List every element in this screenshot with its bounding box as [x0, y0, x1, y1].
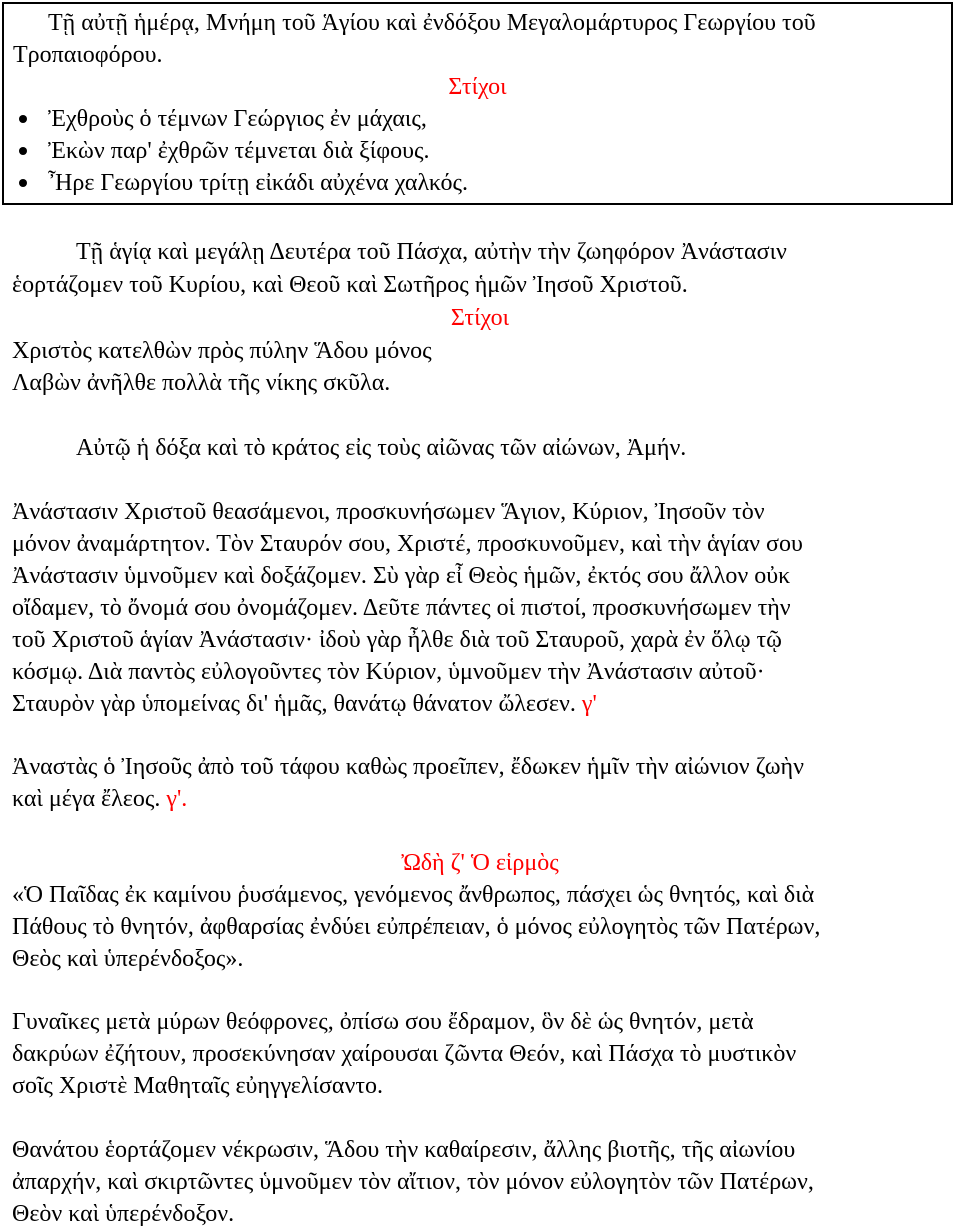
verse-text: Ἦρε Γεωργίου τρίτῃ εἰκάδι αὐχένα χαλκός.: [48, 170, 468, 196]
paragraph-line: Θανάτου ἑορτάζομεν νέκρωσιν, Ἅδου τὴν καθαίρεσιν, ἄλλης βιοτῆς, τῆς αἰωνίου: [12, 1137, 796, 1163]
repeat-marker: γ': [581, 691, 597, 717]
paragraph-line: Ἀνάστασιν Χριστοῦ θεασάμενοι, προσκυνήσωμεν Ἅγιον, Κύριον, Ἰησοῦν τὸν: [12, 499, 765, 525]
paragraph-text: καὶ μέγα ἔλεος.: [12, 786, 161, 812]
paragraph-line: οἴδαμεν, τὸ ὄνομά σου ὀνομάζομεν. Δεῦτε πάντες οἱ πιστοί, προσκυνήσωμεν τὴν: [12, 595, 791, 621]
repeat-marker: γ'.: [166, 786, 188, 812]
troparion-1: [12, 1006, 947, 1102]
commemoration-line-1: Τῇ αὐτῇ ἡμέρᾳ, Μνήμη τοῦ Ἁγίου καὶ ἐνδόξου Μεγαλομάρτυρος Γεωργίου τοῦ: [48, 10, 816, 36]
verse-text: Ἐκὼν παρ' ἐχθρῶν τέμνεται διὰ ξίφους.: [48, 138, 430, 164]
anastas-paragraph: [12, 751, 947, 815]
bullet-icon: [19, 179, 27, 187]
bullet-icon: [19, 147, 27, 155]
paragraph-line: σοῖς Χριστὲ Μαθηταῖς εὐηγγελίσαντο.: [12, 1073, 383, 1099]
synaxarion-verse-1: Χριστὸς κατελθὼν πρὸς πύλην Ἅδου μόνος: [12, 338, 432, 364]
paragraph-line: ἀπαρχήν, καὶ σκιρτῶντες ὑμνοῦμεν τὸν αἴτιον, τὸν μόνον εὐλογητὸν τῶν Πατέρων,: [12, 1169, 814, 1195]
commemoration-box: [2, 2, 953, 205]
list-item: [4, 167, 468, 199]
paragraph-line: κόσμῳ. Διὰ παντὸς εὐλογοῦντες τὸν Κύριον, ὑμνοῦμεν τὴν Ἀνάστασιν αὐτοῦ·: [12, 659, 765, 685]
paragraph-line: Ἀναστὰς ὁ Ἰησοῦς ἀπὸ τοῦ τάφου καθὼς προεῖπεν, ἔδωκεν ἡμῖν τὴν αἰώνιον ζωὴν: [12, 754, 804, 780]
paragraph-line-last: [12, 688, 947, 720]
anastasin-paragraph: [12, 496, 947, 720]
list-item: [4, 135, 468, 167]
paragraph-line: δακρύων ἐζήτουν, προσεκύνησαν χαίρουσαι ζῶντα Θεόν, καὶ Πάσχα τὸ μυστικὸν: [12, 1041, 797, 1067]
bullet-icon: [19, 115, 27, 123]
synaxarion-line-1: Τῇ ἁγίᾳ καὶ μεγάλῃ Δευτέρα τοῦ Πάσχα, αὐτὴν τὴν ζωηφόρον Ἀνάστασιν: [76, 239, 787, 265]
commemoration-line-2: Τροπαιοφόρου.: [13, 42, 163, 68]
commemoration-verse-list: [4, 103, 468, 199]
paragraph-line: Πάθους τὸ θνητόν, ἀφθαρσίας ἐνδύει εὐπρέπειαν, ὁ μόνος εὐλογητὸς τῶν Πατέρων,: [12, 914, 821, 940]
paragraph-line: Θεὸν καὶ ὑπερένδοξον.: [12, 1201, 235, 1227]
stichoi-heading-2: Στίχοι: [450, 305, 510, 331]
ode-heading: Ὠδὴ ζ' Ὁ εἱρμὸς: [401, 850, 559, 876]
paragraph-line: Γυναῖκες μετὰ μύρων θεόφρονες, ὀπίσω σου ἔδραμον, ὃν δὲ ὡς θνητόν, μετὰ: [12, 1009, 754, 1035]
synaxarion-line-2: ἑορτάζομεν τοῦ Κυρίου, καὶ Θεοῦ καὶ Σωτῆρος ἡμῶν Ἰησοῦ Χριστοῦ.: [12, 272, 688, 298]
paragraph-line: τοῦ Χριστοῦ ἁγίαν Ἀνάστασιν· ἰδοὺ γὰρ ἦλθε διὰ τοῦ Σταυροῦ, χαρὰ ἐν ὅλῳ τῷ: [12, 627, 782, 653]
stichoi-heading-1: Στίχοι: [448, 74, 507, 100]
paragraph-line: Ἀνάστασιν ὑμνοῦμεν καὶ δοξάζομεν. Σὺ γὰρ εἶ Θεὸς ἡμῶν, ἐκτός σου ἄλλον οὐκ: [12, 563, 791, 589]
doxology: Αὐτῷ ἡ δόξα καὶ τὸ κράτος εἰς τοὺς αἰῶνας τῶν αἰώνων, Ἀμήν.: [76, 435, 687, 461]
paragraph-line: μόνον ἀναμάρτητον. Τὸν Σταυρόν σου, Χριστέ, προσκυνοῦμεν, καὶ τὴν ἁγίαν σου: [12, 531, 803, 557]
list-item: [4, 103, 468, 135]
synaxarion-verse-2: Λαβὼν ἀνῆλθε πολλὰ τῆς νίκης σκῦλα.: [12, 370, 391, 396]
irmos-paragraph: [12, 879, 947, 975]
paragraph-line: Θεὸς καὶ ὑπερένδοξος».: [12, 946, 244, 972]
verse-text: Ἐχθροὺς ὁ τέμνων Γεώργιος ἐν μάχαις,: [48, 106, 427, 132]
troparion-2: [12, 1134, 947, 1230]
paragraph-line: «Ὁ Παῖδας ἐκ καμίνου ῥυσάμενος, γενόμενος ἄνθρωπος, πάσχει ὡς θνητός, καὶ διὰ: [12, 882, 815, 908]
paragraph-text: Σταυρὸν γὰρ ὑπομείνας δι' ἡμᾶς, θανάτῳ θάνατον ὤλεσεν.: [12, 691, 576, 717]
paragraph-line-last: [12, 783, 947, 815]
